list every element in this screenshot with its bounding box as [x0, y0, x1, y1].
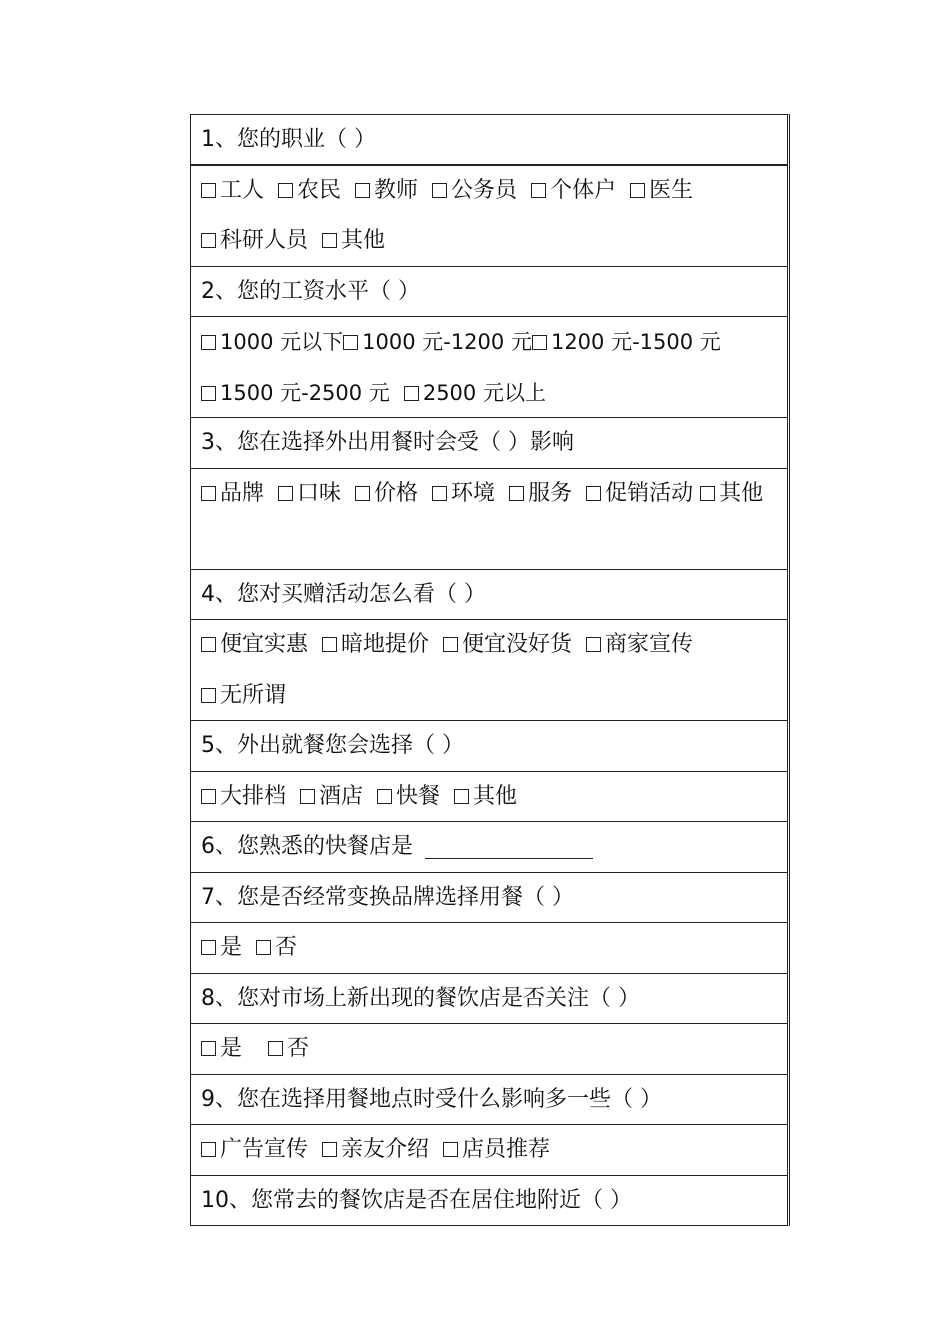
question-label: 9、您在选择用餐地点时受什么影响多一些（ ） — [201, 1086, 662, 1112]
fill-in-blank[interactable] — [425, 834, 593, 859]
options-new-restaurant — [191, 1024, 787, 1075]
checkbox-icon[interactable] — [432, 183, 447, 198]
checkbox-icon[interactable] — [355, 183, 370, 198]
question-label: 6、您熟悉的快餐店是 — [201, 834, 413, 859]
option-hotel[interactable]: 酒店 — [300, 772, 363, 823]
checkbox-icon[interactable] — [531, 183, 546, 198]
options-switch-brand — [191, 923, 787, 974]
option-salary-3[interactable]: 1200 元-1500 元 — [532, 317, 721, 368]
question-6 — [191, 822, 787, 873]
option-promotion[interactable]: 促销活动 — [586, 469, 693, 520]
checkbox-icon[interactable] — [630, 183, 645, 198]
question-4 — [191, 570, 787, 621]
option-taste[interactable]: 口味 — [278, 469, 341, 520]
option-cheap[interactable]: 便宜实惠 — [201, 620, 308, 671]
checkbox-icon[interactable] — [586, 637, 601, 652]
checkbox-icon[interactable] — [201, 1142, 216, 1157]
checkbox-icon[interactable] — [268, 1041, 283, 1056]
question-label: 2、您的工资水平（ ） — [201, 278, 420, 304]
checkbox-icon[interactable] — [201, 1041, 216, 1056]
question-5 — [191, 721, 787, 772]
option-researcher[interactable]: 科研人员 — [201, 216, 308, 267]
options-occupation — [191, 166, 787, 267]
option-cheap-not-good[interactable]: 便宜没好货 — [443, 620, 572, 671]
question-9 — [191, 1075, 787, 1126]
option-hidden-price-rise[interactable]: 暗地提价 — [322, 620, 429, 671]
checkbox-icon[interactable] — [278, 486, 293, 501]
option-doctor[interactable]: 医生 — [630, 166, 693, 217]
checkbox-icon[interactable] — [201, 637, 216, 652]
question-label: 1、您的职业（ ） — [201, 127, 376, 152]
checkbox-icon[interactable] — [377, 789, 392, 804]
question-label: 4、您对买赠活动怎么看（ ） — [201, 581, 486, 607]
options-salary — [191, 317, 787, 418]
option-yes[interactable]: 是 — [201, 923, 242, 974]
question-label: 7、您是否经常变换品牌选择用餐（ ） — [201, 884, 574, 910]
question-label: 10、您常去的餐饮店是否在居住地附近（ ） — [201, 1187, 632, 1213]
option-civil-servant[interactable]: 公务员 — [432, 166, 517, 217]
checkbox-icon[interactable] — [322, 637, 337, 652]
option-advertising[interactable]: 广告宣传 — [201, 1125, 308, 1176]
checkbox-icon[interactable] — [355, 486, 370, 501]
checkbox-icon[interactable] — [443, 1142, 458, 1157]
checkbox-icon[interactable] — [586, 486, 601, 501]
option-merchant-promo[interactable]: 商家宣传 — [586, 620, 693, 671]
option-brand[interactable]: 品牌 — [201, 469, 264, 520]
option-salary-4[interactable]: 1500 元-2500 元 — [201, 368, 390, 419]
options-dining-choice — [191, 772, 787, 823]
checkbox-icon[interactable] — [201, 233, 216, 248]
question-7 — [191, 873, 787, 924]
survey-table — [190, 114, 790, 1226]
question-label: 5、外出就餐您会选择（ ） — [201, 733, 464, 758]
option-staff[interactable]: 店员推荐 — [443, 1125, 550, 1176]
option-environment[interactable]: 环境 — [432, 469, 495, 520]
option-worker[interactable]: 工人 — [201, 166, 264, 217]
question-2 — [191, 267, 787, 318]
question-8 — [191, 974, 787, 1025]
options-influence — [191, 469, 787, 570]
checkbox-icon[interactable] — [404, 386, 419, 401]
checkbox-icon[interactable] — [201, 688, 216, 703]
checkbox-icon[interactable] — [532, 335, 547, 350]
checkbox-icon[interactable] — [201, 335, 216, 350]
option-teacher[interactable]: 教师 — [355, 166, 418, 217]
checkbox-icon[interactable] — [432, 486, 447, 501]
option-friends[interactable]: 亲友介绍 — [322, 1125, 429, 1176]
option-yes[interactable]: 是 — [201, 1024, 242, 1075]
checkbox-icon[interactable] — [256, 940, 271, 955]
option-no[interactable]: 否 — [268, 1024, 309, 1075]
checkbox-icon[interactable] — [278, 183, 293, 198]
checkbox-icon[interactable] — [454, 789, 469, 804]
option-no[interactable]: 否 — [256, 923, 297, 974]
checkbox-icon[interactable] — [322, 233, 337, 248]
checkbox-icon[interactable] — [700, 486, 715, 501]
option-price[interactable]: 价格 — [355, 469, 418, 520]
checkbox-icon[interactable] — [443, 637, 458, 652]
option-other[interactable]: 其他 — [322, 216, 385, 267]
option-service[interactable]: 服务 — [509, 469, 572, 520]
checkbox-icon[interactable] — [322, 1142, 337, 1157]
option-farmer[interactable]: 农民 — [278, 166, 341, 217]
option-fast-food[interactable]: 快餐 — [377, 772, 440, 823]
question-1 — [191, 115, 787, 166]
checkbox-icon[interactable] — [201, 940, 216, 955]
option-self-employed[interactable]: 个体户 — [531, 166, 616, 217]
checkbox-icon[interactable] — [201, 789, 216, 804]
checkbox-icon[interactable] — [300, 789, 315, 804]
option-other[interactable]: 其他 — [700, 469, 763, 520]
question-label: 8、您对市场上新出现的餐饮店是否关注（ ） — [201, 985, 640, 1011]
checkbox-icon[interactable] — [201, 386, 216, 401]
checkbox-icon[interactable] — [343, 335, 358, 350]
checkbox-icon[interactable] — [201, 183, 216, 198]
option-food-stall[interactable]: 大排档 — [201, 772, 286, 823]
option-indifferent[interactable]: 无所谓 — [201, 671, 286, 722]
checkbox-icon[interactable] — [201, 486, 216, 501]
question-10 — [191, 1176, 787, 1227]
question-3 — [191, 418, 787, 469]
option-salary-5[interactable]: 2500 元以上 — [404, 368, 546, 419]
option-other[interactable]: 其他 — [454, 772, 517, 823]
option-salary-1[interactable]: 1000 元以下 — [201, 317, 343, 368]
options-buy-gift — [191, 620, 787, 721]
checkbox-icon[interactable] — [509, 486, 524, 501]
options-location-influence — [191, 1125, 787, 1176]
question-label: 3、您在选择外出用餐时会受（ ）影响 — [201, 430, 574, 455]
option-salary-2[interactable]: 1000 元-1200 元 — [343, 317, 532, 368]
